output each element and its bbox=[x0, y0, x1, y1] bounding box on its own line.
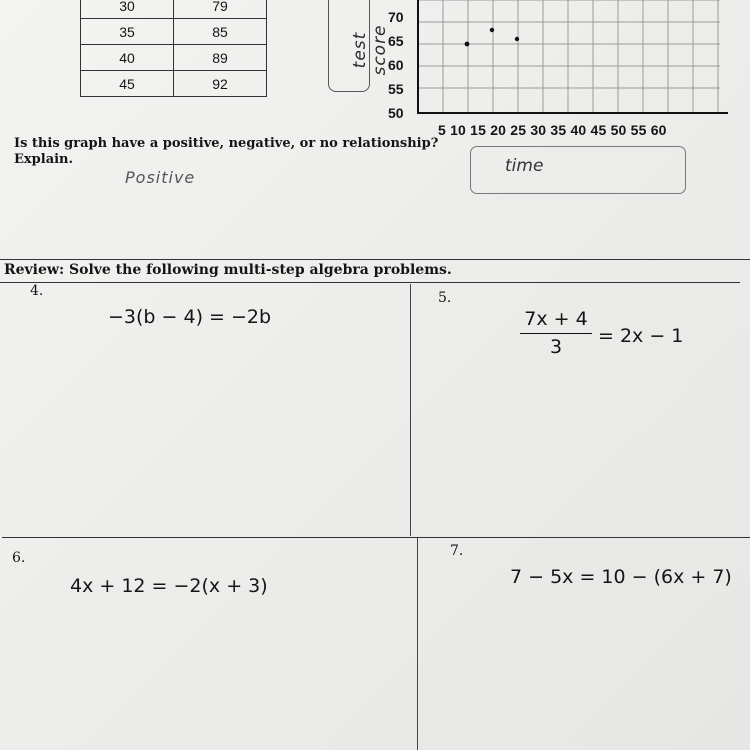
relationship-question bbox=[14, 136, 438, 168]
table-cell: 45 bbox=[81, 71, 174, 97]
y-tick-label: 50 bbox=[388, 105, 404, 121]
review-title: Review: Solve the following multi-step algebra problems. bbox=[4, 262, 452, 278]
problem-number: 6. bbox=[12, 550, 26, 566]
x-axis-handwritten-label: time bbox=[505, 156, 544, 176]
y-tick-label: 70 bbox=[388, 9, 404, 25]
equation: 7 − 5x = 10 − (6x + 7) bbox=[510, 566, 732, 588]
grid-line bbox=[0, 282, 740, 283]
table-row bbox=[81, 0, 267, 19]
grid-line bbox=[417, 538, 418, 750]
equation-right-side: = 2x − 1 bbox=[598, 325, 684, 347]
question-explain: Explain. bbox=[14, 152, 74, 167]
grid-line bbox=[410, 284, 411, 536]
table-cell: 79 bbox=[174, 0, 267, 19]
table-cell: 40 bbox=[81, 45, 174, 71]
table-cell: 89 bbox=[174, 45, 267, 71]
y-tick-label: 65 bbox=[388, 33, 404, 49]
problem-number: 4. bbox=[30, 283, 44, 299]
y-tick-label: 55 bbox=[388, 81, 404, 97]
handwritten-answer: Positive bbox=[125, 168, 196, 187]
fraction-numerator: 7x + 4 bbox=[524, 308, 588, 330]
table-row bbox=[81, 71, 267, 97]
question-text: Is this graph have a positive, negative, or no relationship? bbox=[14, 136, 439, 151]
problem-number: 7. bbox=[450, 543, 464, 559]
equation: −3(b − 4) = −2b bbox=[108, 306, 272, 328]
plotted-point bbox=[490, 28, 494, 32]
fraction-denominator: 3 bbox=[549, 336, 563, 358]
table-cell: 35 bbox=[81, 19, 174, 45]
y-tick-label: 60 bbox=[388, 57, 404, 73]
grid-line bbox=[2, 537, 750, 538]
table-cell: 92 bbox=[174, 71, 267, 97]
fraction-bar bbox=[520, 333, 592, 334]
x-tick-labels: 5 10 15 20 25 30 35 40 45 50 55 60 bbox=[438, 122, 667, 138]
table-row bbox=[81, 19, 267, 45]
table-row bbox=[81, 45, 267, 71]
section-divider bbox=[0, 259, 750, 260]
x-axis-label-box bbox=[470, 146, 686, 194]
fraction bbox=[520, 308, 592, 358]
table-cell: 30 bbox=[81, 0, 174, 19]
y-axis-handwritten-label: test score bbox=[350, 24, 390, 76]
plotted-point bbox=[515, 37, 519, 41]
equation: 4x + 12 = −2(x + 3) bbox=[70, 575, 268, 597]
plotted-point bbox=[465, 42, 470, 47]
problem-number: 5. bbox=[438, 290, 452, 306]
table-cell: 85 bbox=[174, 19, 267, 45]
scatter-graph-grid bbox=[410, 0, 750, 120]
data-table bbox=[80, 0, 267, 97]
